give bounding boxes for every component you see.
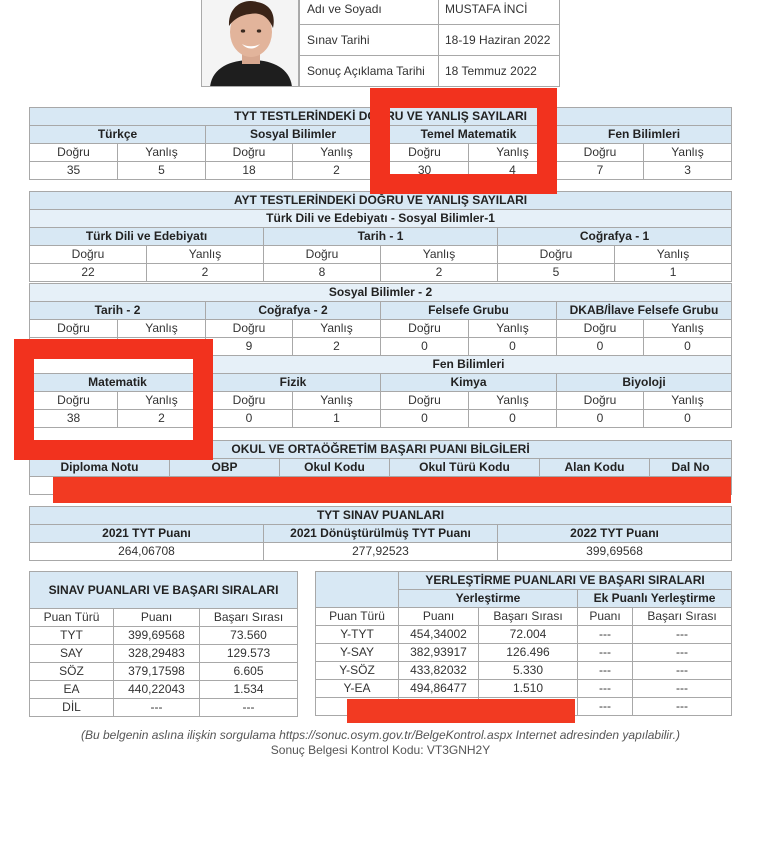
yanlis-label: Yanlış	[644, 320, 732, 338]
dogru-label: Doğru	[30, 392, 118, 410]
dogru-label: Doğru	[557, 144, 644, 162]
dogru-label: Doğru	[206, 392, 293, 410]
identity-table	[299, 0, 560, 87]
dogru-value: 7	[557, 162, 644, 180]
score-type: SAY	[30, 645, 114, 663]
yanlis-value: 0	[469, 410, 557, 428]
subject-header: Kimya	[381, 374, 557, 392]
col-header: Puan Türü	[316, 608, 399, 626]
yanlis-label: Yanlış	[118, 320, 206, 338]
col-header: Puanı	[114, 609, 200, 627]
score-type: Y-SAY	[316, 644, 399, 662]
yanlis-value: 2	[381, 264, 498, 282]
yanlis-value: 5	[118, 162, 206, 180]
score-value: 382,93917	[399, 644, 479, 662]
rank-value: ---	[200, 699, 298, 717]
score-value: 264,06708	[30, 543, 264, 561]
yanlis-value: 1	[293, 410, 381, 428]
rank-value: 129.573	[200, 645, 298, 663]
yanlis-value: 2	[293, 338, 381, 356]
table-row	[316, 680, 732, 698]
ek-score-value: ---	[578, 662, 633, 680]
redaction-bar	[347, 699, 575, 723]
subject-header: Türkçe	[30, 126, 206, 144]
score-value: 328,29483	[114, 645, 200, 663]
rank-value: 1.510	[479, 680, 578, 698]
okul-title: OKUL VE ORTAÖĞRETİM BAŞARI PUANI BİLGİLERİ	[30, 441, 732, 459]
sb1-title: Türk Dili ve Edebiyatı - Sosyal Bilimler-1	[30, 210, 732, 228]
table-row	[316, 644, 732, 662]
dogru-value: 0	[381, 410, 469, 428]
yerlestirme-title: YERLEŞTİRME PUANLARI VE BAŞARI SIRALARI	[399, 572, 732, 590]
yanlis-label: Yanlış	[147, 246, 264, 264]
redaction-bar	[53, 477, 731, 503]
table-row	[30, 627, 298, 645]
subject-header: Matematik	[30, 374, 206, 392]
table-row	[30, 681, 298, 699]
yanlis-label: Yanlış	[118, 144, 206, 162]
yanlis-label: Yanlış	[381, 246, 498, 264]
subject-header: Temel Matematik	[381, 126, 557, 144]
yanlis-label: Yanlış	[644, 392, 732, 410]
result-date-value: 18 Temmuz 2022	[439, 56, 560, 87]
score-type: TYT	[30, 627, 114, 645]
subject-header: Tarih - 2	[30, 302, 206, 320]
score-value: 379,17598	[114, 663, 200, 681]
sinav-puanlari-table	[29, 571, 298, 717]
tyt-scores-title: TYT SINAV PUANLARI	[30, 507, 732, 525]
col-header: 2021 TYT Puanı	[30, 525, 264, 543]
yanlis-label: Yanlış	[469, 144, 557, 162]
score-value: 440,22043	[114, 681, 200, 699]
ek-rank-value: ---	[633, 626, 732, 644]
subject-header: Fen Bilimleri	[557, 126, 732, 144]
dogru-label: Doğru	[30, 144, 118, 162]
dogru-label: Doğru	[381, 392, 469, 410]
ek-score-value: ---	[578, 680, 633, 698]
yanlis-label: Yanlış	[118, 392, 206, 410]
dogru-value: 18	[206, 162, 293, 180]
ayt-tests-table	[29, 191, 732, 282]
ek-rank-value: ---	[633, 662, 732, 680]
verification-note	[0, 728, 761, 742]
verification-note-text: (Bu belgenin aslına ilişkin sorgulama https://sonuc.osym.gov.tr/BelgeKontrol.aspx Internet adresinden yapılabilir.)	[81, 728, 680, 742]
sb2-title: Sosyal Bilimler - 2	[30, 284, 732, 302]
dogru-label: Doğru	[557, 392, 644, 410]
ek-score-value: ---	[578, 698, 633, 716]
subject-header: Felsefe Grubu	[381, 302, 557, 320]
ek-rank-value: ---	[633, 680, 732, 698]
highlight-box-matematik	[14, 339, 213, 460]
subject-header: Biyoloji	[557, 374, 732, 392]
yanlis-value: 2	[293, 162, 381, 180]
subject-header: Sosyal Bilimler	[206, 126, 381, 144]
col-header: Başarı Sırası	[479, 608, 578, 626]
exam-date-label: Sınav Tarihi	[300, 25, 439, 56]
dogru-label: Doğru	[264, 246, 381, 264]
yanlis-label: Yanlış	[293, 392, 381, 410]
score-type: Y-SÖZ	[316, 662, 399, 680]
score-value: 494,86477	[399, 680, 479, 698]
yanlis-value: 0	[644, 338, 732, 356]
fen-title: Fen Bilimleri	[206, 356, 732, 374]
score-value: ---	[114, 699, 200, 717]
dogru-value: 38	[30, 410, 118, 428]
col-header: 2022 TYT Puanı	[498, 525, 732, 543]
dogru-label: Doğru	[206, 320, 293, 338]
rank-value: 72.004	[479, 626, 578, 644]
table-row	[316, 626, 732, 644]
exam-date-value: 18-19 Haziran 2022	[439, 25, 560, 56]
dogru-label: Doğru	[498, 246, 615, 264]
col-header: Dal No	[650, 459, 732, 477]
yanlis-label: Yanlış	[469, 320, 557, 338]
group-header: Ek Puanlı Yerleştirme	[578, 590, 732, 608]
score-type: SÖZ	[30, 663, 114, 681]
student-photo	[201, 0, 299, 87]
control-code: Sonuç Belgesi Kontrol Kodu: VT3GNH2Y	[270, 743, 491, 757]
yanlis-value: 3	[644, 162, 732, 180]
dogru-label: Doğru	[30, 246, 147, 264]
table-row	[30, 699, 298, 717]
subject-header: Türk Dili ve Edebiyatı	[30, 228, 264, 246]
table-row	[316, 662, 732, 680]
dogru-value: 8	[264, 264, 381, 282]
dogru-label: Doğru	[206, 144, 293, 162]
sinav-puanlari-title: SINAV PUANLARI VE BAŞARI SIRALARI	[30, 572, 298, 609]
table-row	[30, 663, 298, 681]
dogru-label: Doğru	[381, 320, 469, 338]
score-value: 399,69568	[114, 627, 200, 645]
result-date-label: Sonuç Açıklama Tarihi	[300, 56, 439, 87]
ek-rank-value: ---	[633, 644, 732, 662]
name-value: MUSTAFA İNCİ	[439, 0, 560, 25]
dogru-value: 5	[498, 264, 615, 282]
yerlestirme-table	[315, 571, 732, 716]
ek-score-value: ---	[578, 626, 633, 644]
col-header: Okul Türü Kodu	[390, 459, 540, 477]
highlight-box-temel-matematik	[370, 88, 557, 194]
rank-value: 73.560	[200, 627, 298, 645]
dogru-value: 0	[557, 338, 644, 356]
ayt-tests-title: AYT TESTLERİNDEKİ DOĞRU VE YANLIŞ SAYILARI	[30, 192, 732, 210]
yanlis-label: Yanlış	[469, 392, 557, 410]
yanlis-value: 4	[469, 162, 557, 180]
dogru-value: 9	[206, 338, 293, 356]
col-header: OBP	[170, 459, 280, 477]
dogru-label: Doğru	[557, 320, 644, 338]
ek-score-value: ---	[578, 644, 633, 662]
dogru-value: 0	[206, 410, 293, 428]
group-header: Yerleştirme	[399, 590, 578, 608]
score-type: EA	[30, 681, 114, 699]
col-header: Puanı	[578, 608, 633, 626]
dogru-value: 22	[30, 264, 147, 282]
col-header: Puanı	[399, 608, 479, 626]
col-header: Okul Kodu	[280, 459, 390, 477]
subject-header: DKAB/İlave Felsefe Grubu	[557, 302, 732, 320]
blank-cell	[316, 572, 399, 608]
score-value: 399,69568	[498, 543, 732, 561]
yanlis-value: 2	[118, 410, 206, 428]
score-type: DİL	[30, 699, 114, 717]
dogru-label: Doğru	[381, 144, 469, 162]
name-label: Adı ve Soyadı	[300, 0, 439, 25]
score-value: 277,92523	[264, 543, 498, 561]
subject-header: Coğrafya - 1	[498, 228, 732, 246]
dogru-value: 0	[557, 410, 644, 428]
subject-header: Fizik	[206, 374, 381, 392]
yanlis-value: 1	[615, 264, 732, 282]
dogru-label: Doğru	[30, 320, 118, 338]
rank-value: 6.605	[200, 663, 298, 681]
tyt-scores-table	[29, 506, 732, 561]
subject-header: Tarih - 1	[264, 228, 498, 246]
subject-header: Coğrafya - 2	[206, 302, 381, 320]
col-header: Diploma Notu	[30, 459, 170, 477]
score-value: 433,82032	[399, 662, 479, 680]
col-header: Başarı Sırası	[633, 608, 732, 626]
score-type: Y-EA	[316, 680, 399, 698]
yanlis-label: Yanlış	[644, 144, 732, 162]
score-value: 454,34002	[399, 626, 479, 644]
yanlis-value: 2	[147, 264, 264, 282]
yanlis-label: Yanlış	[293, 320, 381, 338]
dogru-value: 0	[381, 338, 469, 356]
yanlis-label: Yanlış	[293, 144, 381, 162]
dogru-value: 35	[30, 162, 118, 180]
yanlis-label: Yanlış	[615, 246, 732, 264]
dogru-value: 30	[381, 162, 469, 180]
rank-value: 5.330	[479, 662, 578, 680]
table-row	[30, 645, 298, 663]
col-header: 2021 Dönüştürülmüş TYT Puanı	[264, 525, 498, 543]
score-type: Y-TYT	[316, 626, 399, 644]
col-header: Başarı Sırası	[200, 609, 298, 627]
tyt-tests-title: TYT TESTLERİNDEKİ DOĞRU VE YANLIŞ SAYILARI	[30, 108, 732, 126]
ek-rank-value: ---	[633, 698, 732, 716]
rank-value: 126.496	[479, 644, 578, 662]
col-header: Puan Türü	[30, 609, 114, 627]
col-header: Alan Kodu	[540, 459, 650, 477]
yanlis-value: 0	[469, 338, 557, 356]
yanlis-value: 0	[644, 410, 732, 428]
rank-value: 1.534	[200, 681, 298, 699]
